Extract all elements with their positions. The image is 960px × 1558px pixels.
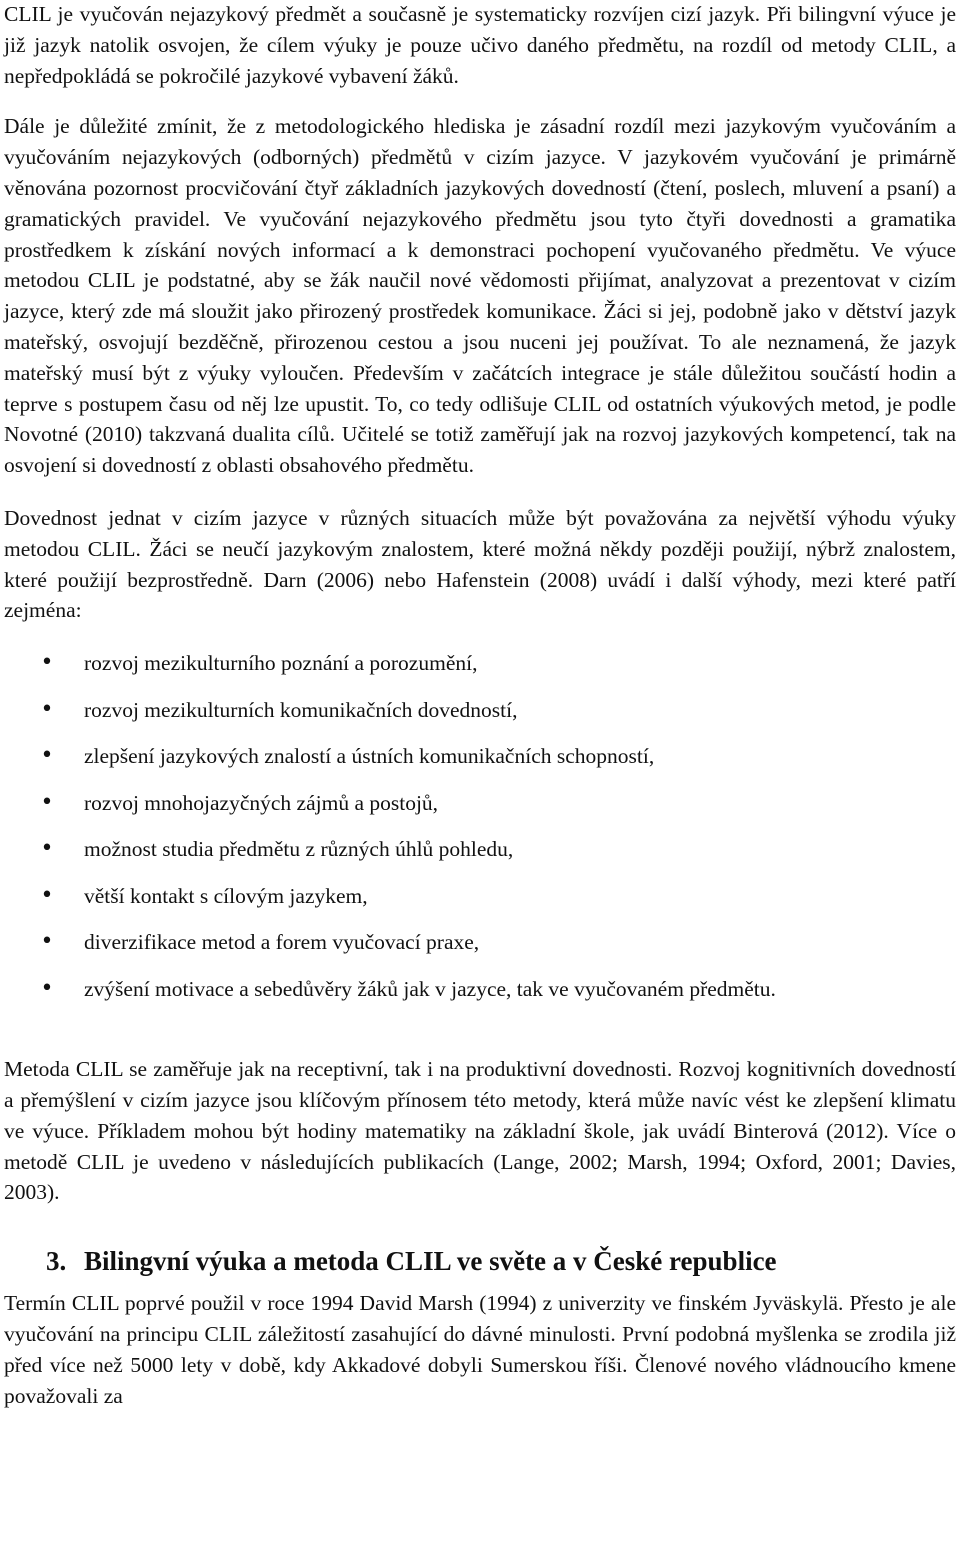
list-item-text: zvýšení motivace a sebedůvěry žáků jak v jazyce, tak ve vyučovaném předmětu. bbox=[84, 976, 776, 1001]
advantages-list bbox=[4, 648, 956, 1020]
list-item bbox=[4, 927, 956, 974]
list-item bbox=[4, 648, 956, 695]
list-item-text: diverzifikace metod a forem vyučovací praxe, bbox=[84, 930, 480, 955]
list-item bbox=[4, 881, 956, 928]
bullet-icon: • bbox=[40, 789, 54, 815]
bullet-icon: • bbox=[40, 975, 54, 1001]
list-item bbox=[4, 788, 956, 835]
list-item bbox=[4, 741, 956, 788]
paragraph-history: Termín CLIL poprvé použil v roce 1994 David Marsh (1994) z univerzity ve finském Jyväskylä. Přesto je ale vyučování na principu CLIL záležitostí zasahující do dávné minulosti. První podobná myšlenka se zrodila již před více než 5000 lety v době, kdy Akkadové dobyli Sumerskou říši. Členové nového vládnoucího kmene považovali za bbox=[4, 1291, 956, 1408]
list-item bbox=[4, 974, 956, 1021]
list-item-text: zlepšení jazykových znalostí a ústních komunikačních schopností, bbox=[84, 744, 655, 769]
list-item bbox=[4, 695, 956, 742]
bullet-icon: • bbox=[40, 929, 54, 955]
bullet-icon: • bbox=[40, 882, 54, 908]
list-item-text: větší kontakt s cílovým jazykem, bbox=[84, 883, 368, 908]
section-number: 3. bbox=[46, 1246, 67, 1277]
paragraph-clil-skills: Metoda CLIL se zaměřuje jak na receptivní, tak i na produktivní dovednosti. Rozvoj kognitivních dovedností a přemýšlení v cizím jazyce jsou klíčovým přínosem této metody, která může navíc vést ke zlepšení klimatu ve výuce. Příkladem mohou být hodiny matematiky na základní škole, jak uvádí Binterová (2012). Více o metodě CLIL je uvedeno v následujících publikacích (Lange, 2002; Marsh, 1994; Oxford, 2001; Davies, 2003). bbox=[4, 1057, 956, 1205]
bullet-icon: • bbox=[40, 696, 54, 722]
list-item-text: možnost studia předmětu z různých úhlů pohledu, bbox=[84, 837, 514, 862]
list-item-text: rozvoj mezikulturních komunikačních dovedností, bbox=[84, 697, 518, 722]
paragraph-methodology: Dále je důležité zmínit, že z metodologického hlediska je zásadní rozdíl mezi jazykovým vyučováním a vyučováním nejazykových (odborných) předmětů v cizím jazyce. V jazykovém vyučování je primárně věnována pozornost procvičování čtyř základních jazykových dovedností (čtení, poslech, mluvení a psaní) a gramatických pravidel. Ve vyučování nejazykového předmětu jsou tyto čtyři dovednosti a gramatika prostředkem k získání nových informací a k demonstraci pochopení vyučovaného předmětu. Ve výuce metodou CLIL je podstatné, aby se žák naučil nové vědomosti přijímat, analyzovat a prezentovat v cizím jazyce, který zde má sloužit jako přirozený prostředek komunikace. Žáci si jej, podobně jako v dětství jazyk mateřský, osvojují bezděčně, přirozenou cestou a jsou nuceni jej používat. To ale neznamená, že jazyk mateřský musí být z výuky vyloučen. Především v začátcích integrace je stále důležitou součástí hodin a teprve s postupem času od něj lze upustit. To, co tedy odlišuje CLIL od ostatních výukových metod, je podle Novotné (2010) takzvaná dualita cílů. Učitelé se totiž zaměřují jak na rozvoj jazykových kompetencí, tak na osvojení si dovedností z oblasti obsahového předmětu. bbox=[4, 114, 956, 478]
list-item bbox=[4, 834, 956, 881]
paragraph-clil-intro: CLIL je vyučován nejazykový předmět a současně je systematicky rozvíjen cizí jazyk. Při bilingvní výuce je již jazyk natolik osvojen, že cílem výuky je pouze učivo daného předmětu, na rozdíl od metody CLIL, a nepředpokládá se pokročilé jazykové vybavení žáků. bbox=[4, 2, 956, 88]
list-item-text: rozvoj mnohojazyčných zájmů a postojů, bbox=[84, 790, 439, 815]
bullet-icon: • bbox=[40, 650, 54, 676]
list-item-text: rozvoj mezikulturního poznání a porozumění, bbox=[84, 651, 478, 676]
paragraph-advantages: Dovednost jednat v cizím jazyce v různých situacích může být považována za největší výhodu výuky metodou CLIL. Žáci se neučí jazykovým znalostem, které možná někdy později použijí, nýbrž znalostem, které použijí bezprostředně. Darn (2006) nebo Hafenstein (2008) uvádí i další výhody, mezi které patří zejména: bbox=[4, 505, 956, 623]
section-title: Bilingvní výuka a metoda CLIL ve světe a v České republice bbox=[84, 1246, 777, 1277]
bullet-icon: • bbox=[40, 836, 54, 862]
bullet-icon: • bbox=[40, 743, 54, 769]
section-heading bbox=[4, 1244, 956, 1278]
